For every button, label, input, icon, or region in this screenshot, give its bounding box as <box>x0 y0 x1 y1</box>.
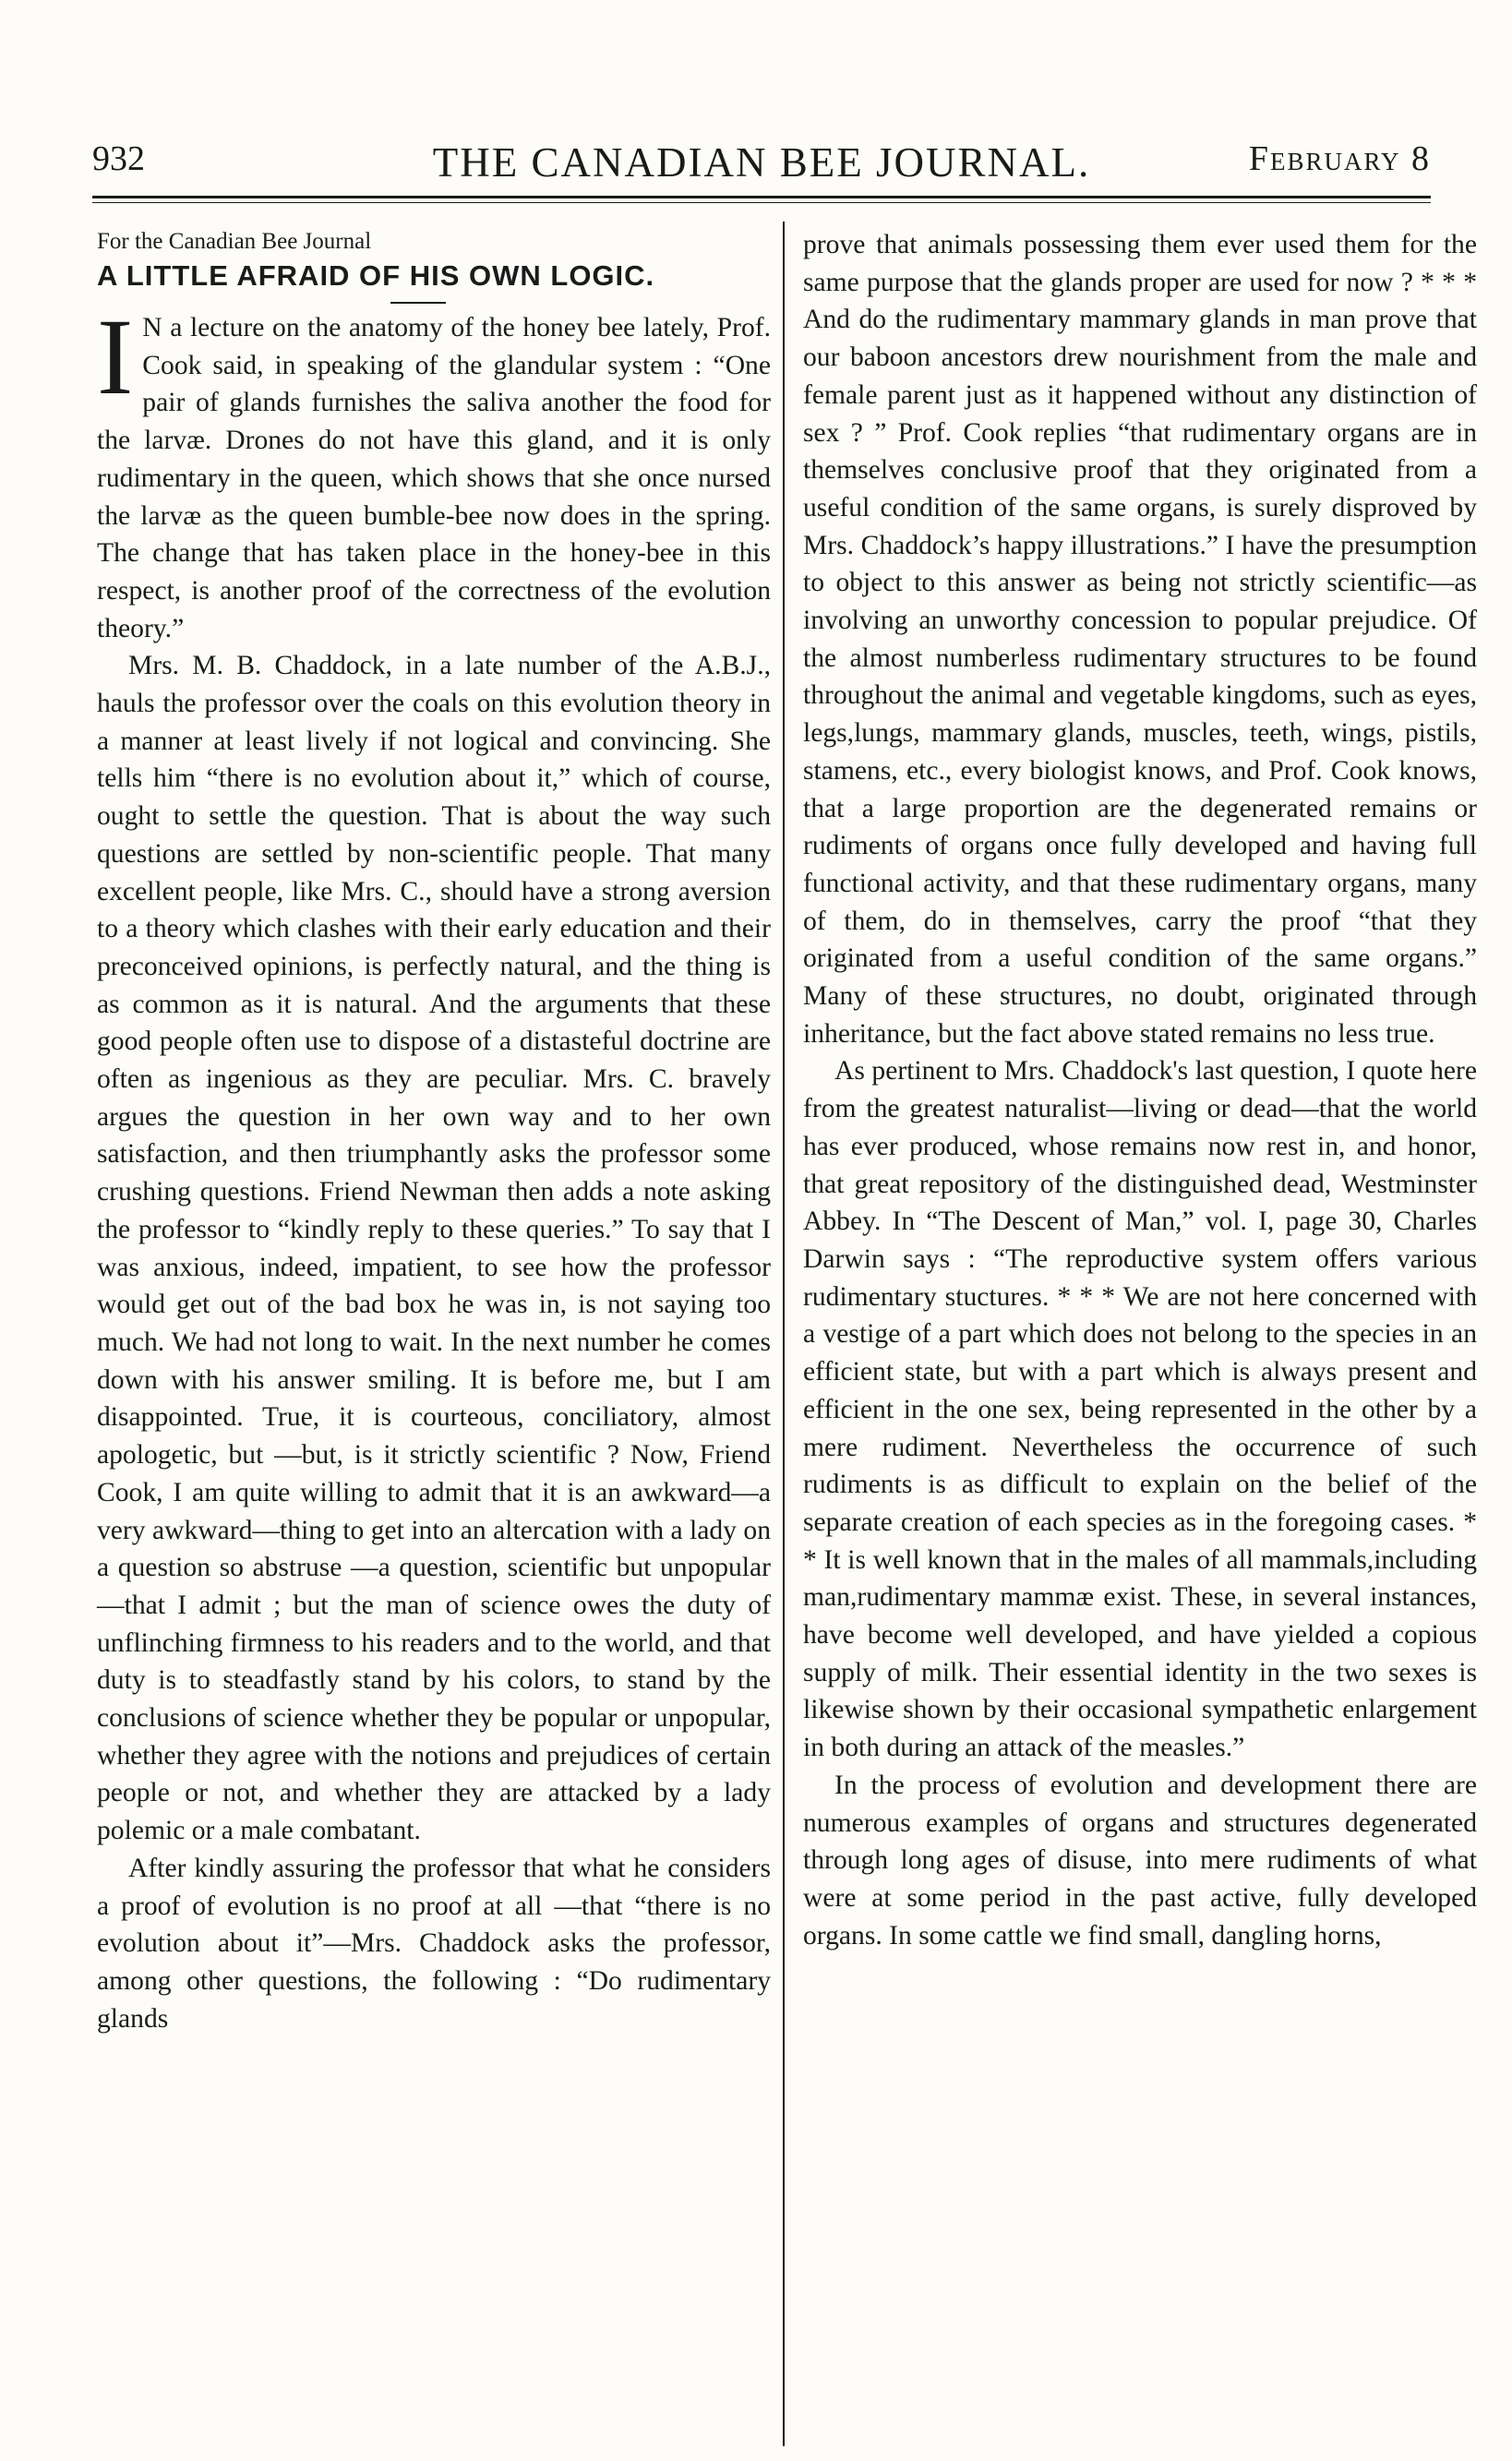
header-rule-thick <box>92 196 1431 198</box>
paragraph-3: After kindly assuring the professor that what he considers a proof of evolution is no proof at all —that “there is no evolution about it”—Mrs. Chaddock asks the professor, among other questions, the following : “Do rudimentary glands <box>97 1853 771 2034</box>
page-number: 932 <box>92 139 145 178</box>
paragraph-1 <box>97 296 771 647</box>
source-line: For the Canadian Bee Journal <box>97 229 372 254</box>
paragraph-4: prove that animals possessing them ever used them for the same purpose that the glands proper are used for now ? * * * And do the rudimentary mammary glands in man prove that our baboon ancestors drew nourishment from the male and female parent just as it happened without any distinction of sex ? ” Prof. Cook replies “that rudimentary organs are in themselves conclusive proof that they originated from a useful condition of the same organs, is surely disproved by Mrs. Chaddock’s happy illustrations.” I have the presumption to object to this answer as being not strictly scientific—as involving an unworthy concession to popular prejudice. Of the almost numberless rudimentary structures to be found throughout the animal and vegetable kingdoms, such as eyes, legs,lungs, mammary glands, muscles, teeth, wings, pistils, stamens, etc., every biologist knows, and Prof. Cook knows, that a large proportion are the degenerated remains or rudiments of organs once fully developed and having full functional activity, and that these rudimentary organs, many of them, do in themselves, carry the proof “that they originated from a useful condition of the same organs.” Many of these structures, no doubt, originated through inheritance, but the fact above stated remains no less true. <box>803 230 1477 1049</box>
right-column <box>803 226 1477 1954</box>
header-rule-thin <box>92 202 1431 203</box>
paragraph-6: In the process of evolution and development there are numerous examples of organs and structures degenerated through long ages of disuse, into mere rudiments of what were at some period in the past active, fully developed organs. In some cattle we find small, dangling horns, <box>803 1770 1477 1951</box>
drop-cap: I <box>97 296 134 417</box>
article-title: A LITTLE AFRAID OF HIS OWN LOGIC. <box>97 259 655 292</box>
left-column <box>97 226 771 2037</box>
paragraph-2: Mrs. M. B. Chaddock, in a late number of the A.B.J., hauls the professor over the coals on this evolution theory in a manner at least lively if not logical and convincing. She tells him “there is no evolution about it,” which of course, ought to settle the question. That is about the way such questions are settled by non-scientific people. That many excellent people, like Mrs. C., should have a strong aversion to a theory which clashes with their early education and their preconceived opinions, is perfectly natural, and the thing is as common as it is natural. And the arguments that these good people often use to dispose of a distasteful doctrine are often as ingenious as they are peculiar. Mrs. C. bravely argues the question in her own way and to her own satisfaction, and then triumphantly asks the professor some crushing questions. Friend Newman then adds a note asking the professor to “kindly reply to these queries.” To say that I was anxious, indeed, impatient, to see how the professor would get out of the bad box he was in, is not saying too much. We had not long to wait. In the next number he comes down with his answer smiling. It is before me, but I am disappointed. True, it is courteous, conciliatory, almost apologetic, but —but, is it strictly scientific ? Now, Friend Cook, I am quite willing to admit that it is an awkward—a very awkward—thing to get into an altercation with a lady on a question so abstruse —a question, scientific but unpopular—that I admit ; but the man of science owes the duty of unflinching firmness to his readers and to the world, and that duty is to steadfastly stand by his colors, to stand by the conclusions of science whether they be popular or unpopular, whether they agree with the notions and prejudices of certain people or not, and whether they are attacked by a lady polemic or a male combatant. <box>97 651 771 1846</box>
column-divider <box>783 222 785 2446</box>
issue-date: February 8 <box>1248 139 1431 178</box>
paragraph-1-text: N a lecture on the anatomy of the honey bee lately, Prof. Cook said, in speaking of the glandular system : “One pair of glands furnishes the saliva another the food for the larvæ. Drones do not have this gland, and it is only rudimentary in the queen, which shows that she once nursed the larvæ as the queen bumble-bee now does in the spring. The change that has taken place in the honey-bee in this respect, is another proof of the correctness of the evolution theory.” <box>97 313 771 643</box>
paragraph-5: As pertinent to Mrs. Chaddock's last question, I quote here from the greatest naturalist—living or dead—that the world has ever produced, whose remains now rest in, and honor, that great repository of the distinguished dead, Westminster Abbey. In “The Descent of Man,” vol. I, page 30, Charles Darwin says : “The reproductive system offers various rudimentary stuctures. * * * We are not here concerned with a vestige of a part which does not belong to the species in an efficient state, but with a part which is always present and efficient in the one sex, being represented in the other by a mere rudiment. Nevertheless the occurrence of such rudiments is as difficult to explain on the belief of the separate creation of each species as in the foregoing cases. * * It is well known that in the males of all mammals,including man,rudimentary mammæ exist. These, in several instances, have become well developed, and have yielded a copious supply of milk. Their essential identity in the two sexes is likewise shown by their occasional sympathetic enlargement in both during an attack of the measles.” <box>803 1056 1477 1763</box>
running-header <box>92 138 1431 194</box>
journal-title: THE CANADIAN BEE JOURNAL. <box>432 139 1091 186</box>
title-rule <box>390 302 446 304</box>
